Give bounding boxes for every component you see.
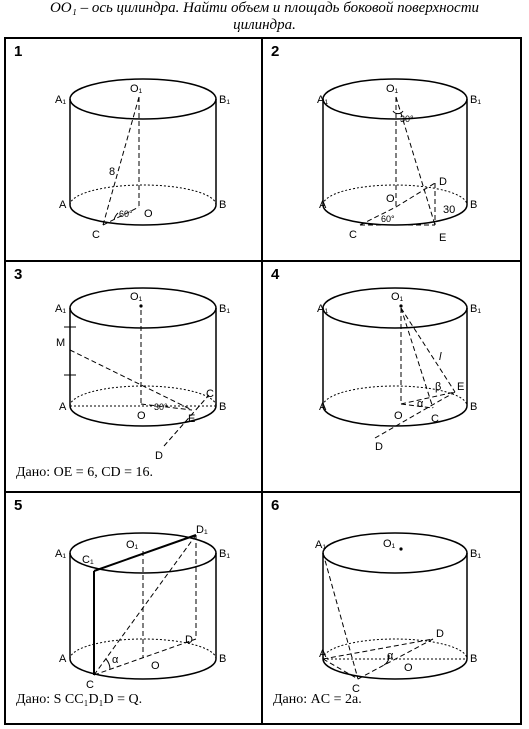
- given-text: Дано: S CC₁D₁D = Q.: [16, 692, 143, 707]
- label-C: C: [206, 388, 214, 400]
- label-A: A: [319, 199, 327, 211]
- label-A1: A₁: [55, 303, 67, 315]
- label-angle: 60°: [119, 209, 133, 219]
- label-angle-60: 60°: [381, 214, 395, 224]
- label-E: E: [439, 232, 447, 244]
- cylinder-diagram: [6, 262, 263, 493]
- problem-number: 1: [14, 43, 23, 60]
- label-C1: C₁: [82, 554, 94, 566]
- label-E: E: [457, 381, 465, 393]
- task-header: [0, 0, 529, 34]
- problems-grid: [4, 37, 522, 725]
- label-angle-30: 30°: [400, 114, 414, 124]
- label-A1: A₁: [315, 539, 327, 551]
- label-l: l: [439, 351, 442, 363]
- label-C: C: [349, 229, 357, 241]
- label-alpha: α: [387, 650, 394, 662]
- label-A1: A₁: [317, 94, 329, 106]
- task-header-line1: OO₁ – ось цилиндра. Найти объем и площадь боковой поверхности: [49, 0, 480, 16]
- problem-4: [263, 262, 520, 493]
- cylinder-diagram: [263, 39, 520, 262]
- label-alpha: α: [112, 654, 119, 666]
- label-B1: B₁: [219, 548, 231, 560]
- label-D: D: [439, 176, 447, 188]
- label-length: 8: [109, 166, 116, 178]
- label-alpha: α: [417, 398, 424, 410]
- label-O: O: [137, 410, 146, 422]
- label-C: C: [86, 679, 94, 691]
- label-B: B: [219, 401, 227, 413]
- label-O: O: [144, 208, 153, 220]
- label-B: B: [470, 199, 478, 211]
- problem-5: [6, 493, 263, 723]
- problem-number: 2: [271, 43, 280, 60]
- label-O1: O₁: [386, 83, 399, 95]
- problem-1: [6, 39, 263, 262]
- label-B1: B₁: [219, 303, 231, 315]
- label-O: O: [151, 660, 160, 672]
- label-A: A: [59, 401, 67, 413]
- label-A: A: [319, 648, 327, 660]
- label-D: D: [185, 634, 193, 646]
- label-A1: A₁: [55, 548, 67, 560]
- problem-2: [263, 39, 520, 262]
- label-O1: O₁: [130, 83, 143, 95]
- label-angle: 30°: [154, 402, 168, 412]
- problem-6: [263, 493, 520, 723]
- label-beta: β: [435, 381, 442, 393]
- label-A: A: [319, 401, 327, 413]
- label-A: A: [59, 653, 67, 665]
- label-D: D: [436, 628, 444, 640]
- label-O1: O₁: [126, 539, 139, 551]
- label-B: B: [219, 653, 227, 665]
- problem-3: [6, 262, 263, 493]
- label-O1: O₁: [383, 538, 396, 550]
- cylinder-diagram: [6, 39, 263, 262]
- label-M: M: [56, 337, 66, 349]
- label-C: C: [92, 229, 100, 241]
- label-C: C: [352, 683, 360, 695]
- label-O: O: [386, 193, 395, 205]
- given-text: Дано: AC = 2a.: [273, 692, 362, 707]
- label-B1: B₁: [470, 303, 482, 315]
- label-O1: O₁: [130, 291, 143, 303]
- problem-number: 4: [271, 266, 280, 283]
- task-header-line2: цилиндра.: [233, 17, 296, 33]
- label-O1: O₁: [391, 291, 404, 303]
- label-O: O: [394, 410, 403, 422]
- cylinder-diagram: [6, 493, 263, 723]
- label-O: O: [404, 662, 413, 674]
- label-B1: B₁: [470, 548, 482, 560]
- label-A1: A₁: [317, 303, 329, 315]
- label-D: D: [375, 441, 383, 453]
- given-text: Дано: OE = 6, CD = 16.: [16, 465, 154, 480]
- label-B: B: [470, 653, 478, 665]
- cylinder-diagram: [263, 262, 520, 493]
- label-B1: B₁: [470, 94, 482, 106]
- problem-number: 3: [14, 266, 23, 283]
- label-A: A: [59, 199, 67, 211]
- label-B1: B₁: [219, 94, 231, 106]
- label-E: E: [188, 413, 196, 425]
- label-B: B: [470, 401, 478, 413]
- label-D1: D₁: [196, 524, 208, 536]
- problem-number: 5: [14, 497, 23, 514]
- cylinder-diagram: [263, 493, 520, 723]
- label-A1: A₁: [55, 94, 67, 106]
- label-D: D: [155, 450, 163, 462]
- label-length-30: 30: [443, 204, 456, 216]
- problem-number: 6: [271, 497, 280, 514]
- label-C: C: [431, 413, 439, 425]
- label-B: B: [219, 199, 227, 211]
